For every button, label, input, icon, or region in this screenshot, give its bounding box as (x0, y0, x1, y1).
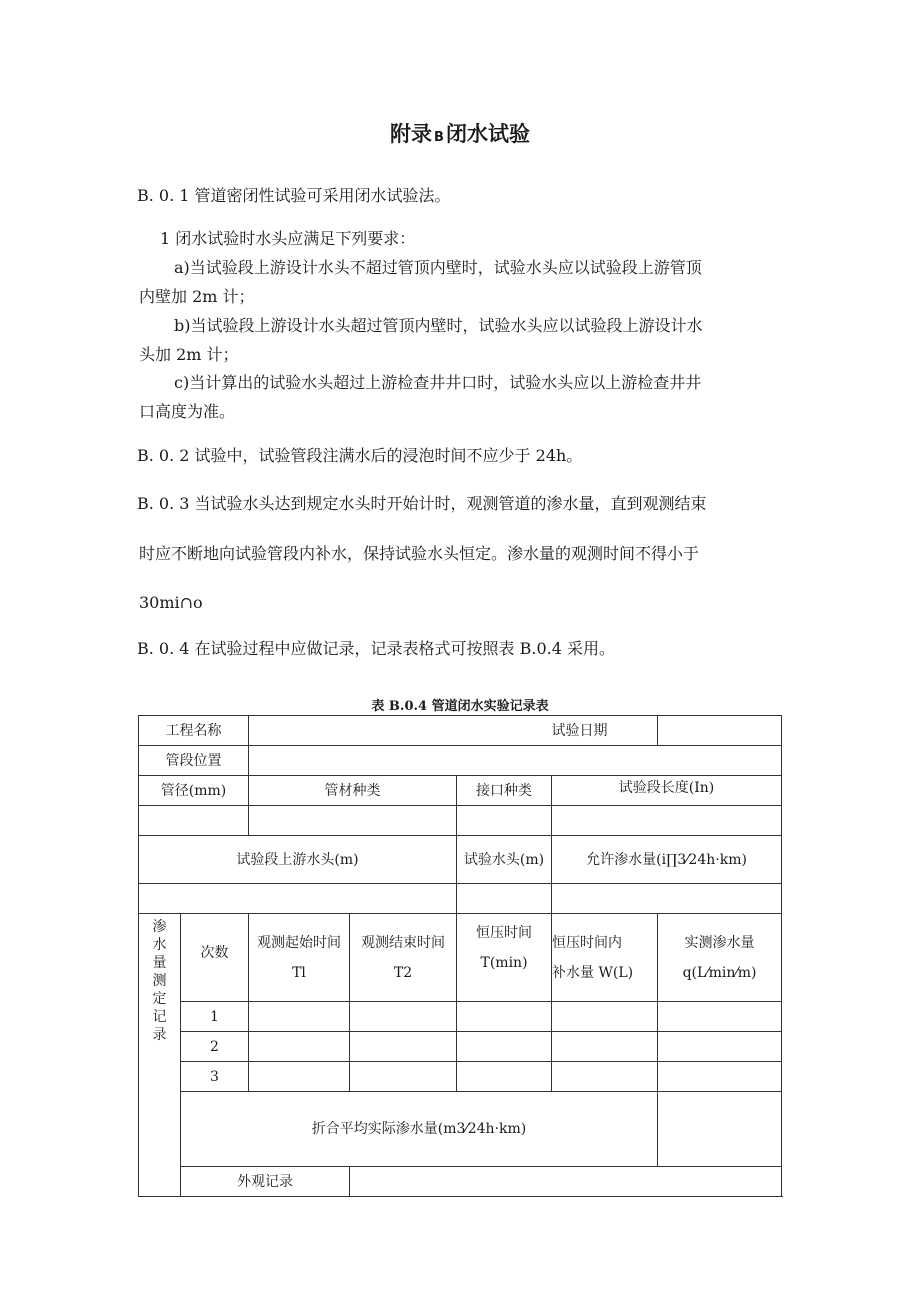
appearance-record-cell (350, 1167, 782, 1197)
data-cell (658, 1002, 782, 1032)
clause-a-line1: a)当试验段上游设计水头不超过管顶内壁时，试验水头应以试验段上游管顶 (174, 258, 702, 277)
clause-b03-line1: B. 0. 3 当试验水头达到规定水头时开始计时，观测管道的渗水量，直到观测结束 (137, 494, 707, 513)
label-end-time: 观测结束时间 T2 (350, 914, 457, 1002)
data-cell (457, 1002, 552, 1032)
label-test-date: 试验日期 (552, 716, 658, 746)
page-title: 附录 B闭水试验 (390, 122, 530, 146)
table-caption: 表 B.0.4 管道闭水实验记录表 (371, 699, 549, 714)
data-cell (249, 1002, 350, 1032)
upstream-head-cell (139, 884, 457, 914)
data-cell (457, 1032, 552, 1062)
clause-c-line2: 口高度为准。 (139, 402, 236, 421)
row-number: 2 (181, 1032, 249, 1062)
label-diameter: 管径(mm) (139, 776, 249, 806)
average-seepage-cell (658, 1092, 782, 1167)
test-length-cell (552, 806, 782, 836)
label-count: 次数 (181, 914, 249, 1002)
clause-b01: B. 0. 1 管道密闭性试验可采用闭水试验法。 (137, 186, 451, 205)
table-row (139, 1032, 782, 1062)
data-cell (350, 1032, 457, 1062)
label-constant-time: 恒压时间 T(min) (457, 914, 552, 1002)
label-start-time: 观测起始时间 Tl (249, 914, 350, 1002)
data-cell (552, 1062, 658, 1092)
clause-a-line2: 内壁加 2m 计； (139, 287, 255, 306)
data-cell (249, 1062, 350, 1092)
clause-b-line2: 头加 2m 计； (139, 345, 239, 364)
row-number: 1 (181, 1002, 249, 1032)
clause-b-line1: b)当试验段上游设计水头超过管顶内壁时，试验水头应以试验段上游设计水 (174, 316, 703, 335)
seepage-record-side-label: 渗 水 量 测 定 记 录 (139, 914, 181, 1197)
data-cell (350, 1062, 457, 1092)
clause-b03-line2: 时应不断地向试验管段内补水，保持试验水头恒定。渗水量的观测时间不得小于 (139, 544, 700, 563)
label-measured-seepage: 实测渗水量 q(L⁄min⁄m) (658, 914, 782, 1002)
clause-c-line1: c)当计算出的试验水头超过上游检查井井口时，试验水头应以上游检查井井 (174, 373, 702, 392)
label-refill-volume: 恒压时间内 补水量 W(L) (552, 914, 658, 1002)
test-date-cell (658, 716, 782, 746)
clause-b03-line3: 30mi∩o (139, 593, 203, 612)
table-row (139, 1002, 782, 1032)
data-cell (552, 1002, 658, 1032)
data-cell (658, 1062, 782, 1092)
record-table (138, 715, 782, 1197)
allowed-seepage-cell (552, 884, 782, 914)
material-cell (249, 806, 457, 836)
pipe-location-cell (249, 746, 782, 776)
label-test-length: 试验段长度(In) (552, 776, 782, 806)
label-joint: 接口种类 (457, 776, 552, 806)
label-pipe-location: 管段位置 (139, 746, 249, 776)
project-name-cell (249, 716, 552, 746)
table-row (139, 1062, 782, 1092)
data-cell (658, 1032, 782, 1062)
data-cell (457, 1062, 552, 1092)
label-material: 管材种类 (249, 776, 457, 806)
label-project-name: 工程名称 (139, 716, 249, 746)
label-average-seepage: 折合平均实际渗水量(m3⁄24h·km) (181, 1092, 658, 1167)
data-cell (552, 1032, 658, 1062)
label-upstream-head: 试验段上游水头(m) (139, 836, 457, 884)
label-appearance-record: 外观记录 (181, 1167, 350, 1197)
test-head-cell (457, 884, 552, 914)
data-cell (350, 1002, 457, 1032)
label-allowed-seepage: 允许渗水量(i∏3⁄24h·km) (552, 836, 782, 884)
row-number: 3 (181, 1062, 249, 1092)
clause-item1: 1 闭水试验时水头应满足下列要求： (160, 229, 416, 248)
diameter-cell (139, 806, 249, 836)
data-cell (249, 1032, 350, 1062)
clause-b02: B. 0. 2 试验中，试验管段注满水后的浸泡时间不应少于 24h。 (137, 446, 583, 465)
label-test-head: 试验水头(m) (457, 836, 552, 884)
joint-cell (457, 806, 552, 836)
clause-b04: B. 0. 4 在试验过程中应做记录，记录表格式可按照表 B.0.4 采用。 (137, 639, 616, 658)
